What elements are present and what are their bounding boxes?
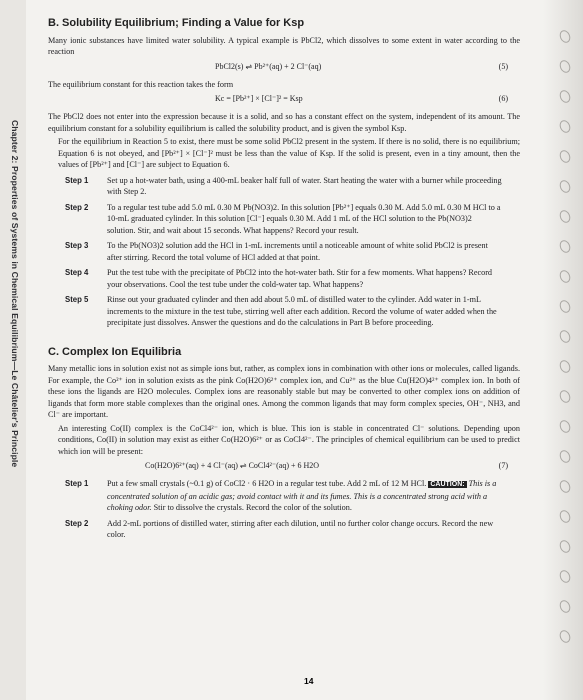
equation-6 <box>40 93 520 105</box>
section-c-title: C. Complex Ion Equilibria <box>48 345 182 358</box>
step-text: Rinse out your graduated cylinder and then add about 5.0 mL of distilled water to the cylinder. Add water in 1-mL increments to the mixture in the test tube, stirring well after each addition. Record the volume of water added when the precipitate just dissolves. Answer the questions and do the calculations in Part B before proceeding. <box>107 295 497 327</box>
binding-hole <box>558 628 573 644</box>
binding-hole <box>558 208 573 224</box>
step-label: Step 1 <box>65 175 89 185</box>
section-c <box>40 347 520 541</box>
binding-hole <box>558 238 573 254</box>
step-label: Step 2 <box>65 202 89 212</box>
binding-hole <box>558 538 573 554</box>
step-text: Add 2-mL portions of distilled water, stirring after each dilution, until no further color change occurs. Record the new color. <box>107 518 494 539</box>
binding-hole <box>558 178 573 194</box>
step-text <box>107 478 520 514</box>
step-text-suffix: Stir to dissolve the crystals. Record the color of the solution. <box>153 503 352 512</box>
caution-label: CAUTION: <box>430 481 465 488</box>
binding-hole <box>558 28 573 44</box>
page-content <box>40 18 520 544</box>
procedure-step <box>40 267 520 290</box>
cobalt-complex-paragraph: An interesting Co(II) complex is the CoCl4²⁻ ion, which is blue. This ion is stable in concentrated Cl⁻ solutions. Depending upon conditions, Co(II) in solution may exist as either Co(H2O)6²⁺ or as CoCl4²⁻. The principles of chemical equilibrium can be used to predict which ion will be present: <box>58 423 520 456</box>
complex-ion-paragraph: Many metallic ions in solution exist not as simple ions but, rather, as complex ions in combination with other ions or molecules, called ligands. For example, the Co²⁺ ion in solution exists as the pink Co(H2O)6²⁺ complex ion, and Cu²⁺ as the blue Cu(H2O)4²⁺ complex ion. In both of these ions the ligands are H2O molecules. Complex ions are reasonably stable but may be converted to other complex ions on addition of ligands that form more stable complexes than the original ones. Among the common ligands that may form complex species, OH⁻, NH3, and Cl⁻ are important. <box>48 364 520 419</box>
procedure-step <box>40 294 520 329</box>
equation-7 <box>40 460 520 472</box>
binding-hole <box>558 418 573 434</box>
step-label: Step 3 <box>65 241 89 250</box>
procedure-step <box>40 240 520 263</box>
binding-hole <box>558 328 573 344</box>
solubility-product-explanation: The PbCl2 does not enter into the expression because it is a solid, and so has a constant effect on the system, independent of its amount. The equilibrium constant for a solubility equilibrium is called the solubility product, and is given the symbol Ksp. <box>48 112 520 133</box>
chapter-label: Chapter 2: Properties of Systems in Chemical Equilibrium—Le Châtelier's Principle <box>10 120 20 468</box>
procedure-step <box>40 478 520 514</box>
section-b-intro: Many ionic substances have limited water solubility. A typical example is PbCl2, which dissolves to some extent in water according to the reaction <box>48 35 520 56</box>
procedure-step <box>40 175 520 198</box>
equation-text: PbCl2(s) ⇌ Pb²⁺(aq) + 2 Cl⁻(aq) <box>215 61 322 71</box>
section-b-title: B. Solubility Equilibrium; Finding a Value for Ksp <box>48 17 305 29</box>
binding-hole <box>558 88 573 104</box>
step-text: To a regular test tube add 5.0 mL 0.30 M Pb(NO3)2. In this solution [Pb²⁺] equals 0.30 M. Add 5.0 mL 0.30 M HCl to a 10-mL graduated cylinder. In this solution [Cl⁻] equals 0.30 M. Add 1 mL of the HCl solution to the Pb(NO3)2 solution. Stir, and wait about 15 seconds. What happens? Record your result. <box>107 202 501 235</box>
equation-text: Co(H2O)6²⁺(aq) + 4 Cl⁻(aq) ⇌ CoCl4²⁻(aq) + 6 H2O <box>145 461 320 470</box>
binding-edge <box>543 0 583 700</box>
equilibrium-constant-intro: The equilibrium constant for this reaction takes the form <box>48 79 234 89</box>
procedure-step <box>40 202 520 237</box>
chapter-side-tab <box>0 0 26 700</box>
binding-hole <box>558 568 573 584</box>
caution-text: This is a concentrated solution of an acidic gas; avoid contact with it and its fumes. This is a concentrated strong acid with a choking odor. <box>107 479 497 512</box>
equation-text: Kc = [Pb²⁺] × [Cl⁻]² = Ksp <box>215 94 303 103</box>
binding-hole <box>558 508 573 524</box>
equation-number: (6) <box>498 94 508 103</box>
step-text: Set up a hot-water bath, using a 400-mL beaker half full of water. Start heating the water with a burner while proceeding with Step 2. <box>107 175 502 196</box>
equation-number: (7) <box>498 461 508 470</box>
equilibrium-condition-paragraph: For the equilibrium in Reaction 5 to exist, there must be some solid PbCl2 present in the system. If there is no solid, there is no equilibrium; Equation 6 is not obeyed, and [Pb²⁺] × [Cl⁻]² must be less than the value of Ksp. If the solid is present, even in a tiny amount, then the values of [Pb²⁺] and [Cl⁻] are subject to Equation 6. <box>58 137 520 169</box>
step-text: Put the test tube with the precipitate of PbCl2 into the hot-water bath. Stir for a few moments. What happens? Record your observations. Cool the test tube under the cold-water tap. What happens? <box>107 268 493 289</box>
binding-hole <box>558 148 573 164</box>
binding-hole <box>558 358 573 374</box>
page-number: 14 <box>304 676 314 686</box>
step-label: Step 1 <box>65 479 89 488</box>
binding-hole <box>558 448 573 464</box>
step-label: Step 4 <box>65 268 89 277</box>
binding-hole <box>558 478 573 494</box>
procedure-step <box>40 518 520 541</box>
equation-5 <box>40 61 520 73</box>
step-label: Step 5 <box>65 295 89 304</box>
binding-hole <box>558 58 573 74</box>
step-text: To the Pb(NO3)2 solution add the HCl in 1-mL increments until a noticeable amount of white solid PbCl2 is present after stirring. Record the total volume of HCl added at that point. <box>107 241 488 262</box>
binding-hole <box>558 118 573 134</box>
equation-number: (5) <box>498 61 508 71</box>
binding-hole <box>558 298 573 314</box>
step-text-prefix: Put a few small crystals (~0.1 g) of CoCl2 · 6 H2O in a regular test tube. Add 2 mL of 12 M HCl. <box>107 479 427 488</box>
binding-hole <box>558 598 573 614</box>
binding-hole <box>558 388 573 404</box>
step-label: Step 2 <box>65 518 89 528</box>
binding-hole <box>558 268 573 284</box>
